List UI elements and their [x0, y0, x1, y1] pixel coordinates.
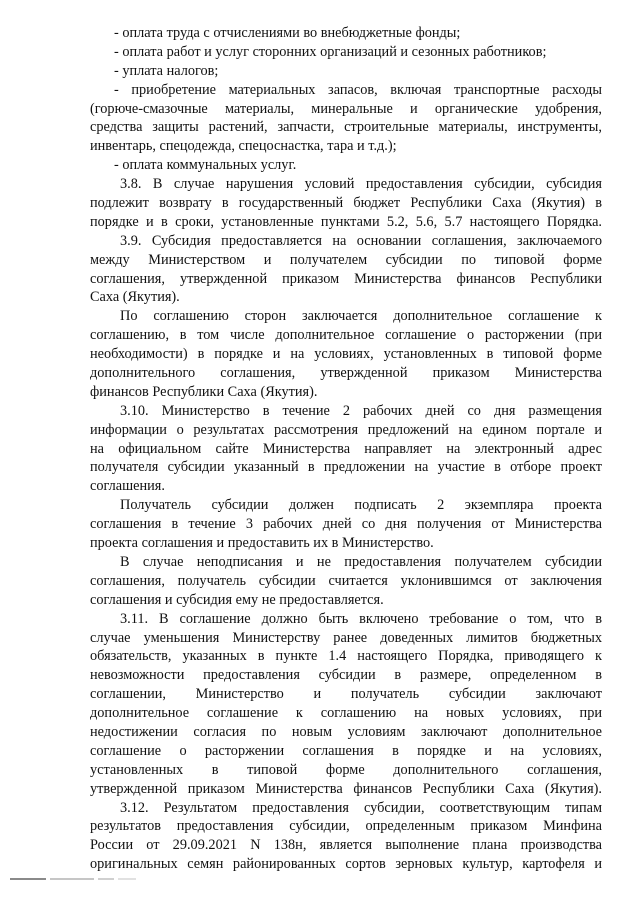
- text-line: дополнительного соглашения, утвержденной приказом Министерства: [90, 365, 602, 382]
- text-line: невозможности предоставления субсидии в размере, определенном в: [90, 667, 602, 684]
- text-line: недостижении согласия по новым условиям заключают дополнительное: [90, 723, 602, 740]
- text-line: По соглашению сторон заключается дополнительное соглашение к: [120, 308, 602, 325]
- text-line: финансов Республики Саха (Якутия).: [90, 383, 318, 400]
- document-page: [90, 24, 602, 874]
- text-line: установленных в типовой форме дополнительного соглашения,: [90, 761, 602, 778]
- text-line: В случае неподписания и не предоставления получателем субсидии: [120, 553, 602, 570]
- text-line: 3.12. Результатом предоставления субсидии, соответствующим типам: [120, 799, 602, 816]
- text-line: оригинальных семян районированных сортов зерновых культур, картофеля и: [90, 856, 602, 873]
- text-line: - уплата налогов;: [114, 62, 219, 79]
- text-line: соглашение о расторжении соглашения в порядке и на условиях,: [90, 742, 602, 759]
- scan-edge-marks: [10, 876, 140, 882]
- text-line: России от 29.09.2021 N 138н, является выполнение плана производства: [90, 837, 602, 854]
- text-line: обязательств, указанных в пункте 1.4 настоящего Порядка, приводящего к: [90, 648, 602, 665]
- text-line: 3.10. Министерство в течение 2 рабочих дней со дня размещения: [120, 402, 602, 419]
- text-line: подлежит возврату в государственный бюджет Республики Саха (Якутия) в: [90, 195, 602, 212]
- text-line: дополнительное соглашение к соглашению на новых условиях, при: [90, 705, 602, 722]
- text-line: 3.11. В соглашение должно быть включено требование о том, что в: [120, 610, 602, 627]
- text-line: получателя субсидии указанный в предложении на участие в отборе проект: [90, 459, 602, 476]
- text-line: - оплата труда с отчислениями во внебюджетные фонды;: [114, 25, 461, 41]
- text-line: средства защиты растений, запчасти, строительные материалы, инструменты,: [90, 119, 602, 136]
- text-line: случае уменьшения Министерству ранее доведенных лимитов бюджетных: [90, 629, 602, 646]
- text-line: результатов предоставления субсидии, определенным приказом Минфина: [90, 818, 602, 835]
- text-line: 3.8. В случае нарушения условий предоставления субсидии, субсидия: [120, 176, 602, 193]
- text-line: - оплата коммунальных услуг.: [114, 157, 297, 174]
- text-line: инвентарь, спецодежда, спецоснастка, тара и т.д.);: [90, 138, 397, 155]
- text-line: на официальном сайте Министерства направляет на электронный адрес: [90, 440, 602, 457]
- text-line: порядке и в сроки, установленные пунктами 5.2, 5.6, 5.7 настоящего Порядка.: [90, 213, 602, 230]
- text-line: соглашении, Министерство и получатель субсидии заключают: [90, 686, 602, 703]
- text-line: соглашению, в том числе дополнительное соглашение о расторжении (при: [90, 327, 602, 344]
- text-line: соглашения в течение 3 рабочих дней со дня получения от Министерства: [90, 516, 602, 533]
- text-line: соглашения, получатель субсидии считается уклонившимся от заключения: [90, 572, 602, 589]
- text-line: Получатель субсидии должен подписать 2 экземпляра проекта: [120, 497, 602, 514]
- text-line: утвержденной приказом Министерства финансов Республики Саха (Якутия).: [90, 780, 602, 797]
- text-line: соглашения, утвержденной приказом Министерства финансов Республики: [90, 270, 602, 287]
- text-line: информации о результатах рассмотрения предложений на едином портале и: [90, 421, 602, 438]
- text-line: необходимости) в порядке и на условиях, установленных в типовой форме: [90, 346, 602, 363]
- text-line: Саха (Якутия).: [90, 289, 180, 306]
- document-body: [90, 24, 602, 874]
- text-line: 3.9. Субсидия предоставляется на основании соглашения, заключаемого: [120, 232, 602, 249]
- text-line: (горюче-смазочные материалы, минеральные и органические удобрения,: [90, 100, 602, 117]
- text-line: соглашения и субсидия ему не предоставляется.: [90, 591, 384, 608]
- text-line: проекта соглашения и предоставить их в Министерство.: [90, 535, 434, 552]
- text-line: - приобретение материальных запасов, включая транспортные расходы: [114, 81, 602, 98]
- text-line: соглашения.: [90, 478, 165, 495]
- text-line: между Министерством и получателем субсидии по типовой форме: [90, 251, 602, 268]
- text-line: - оплата работ и услуг сторонних организаций и сезонных работников;: [114, 43, 547, 60]
